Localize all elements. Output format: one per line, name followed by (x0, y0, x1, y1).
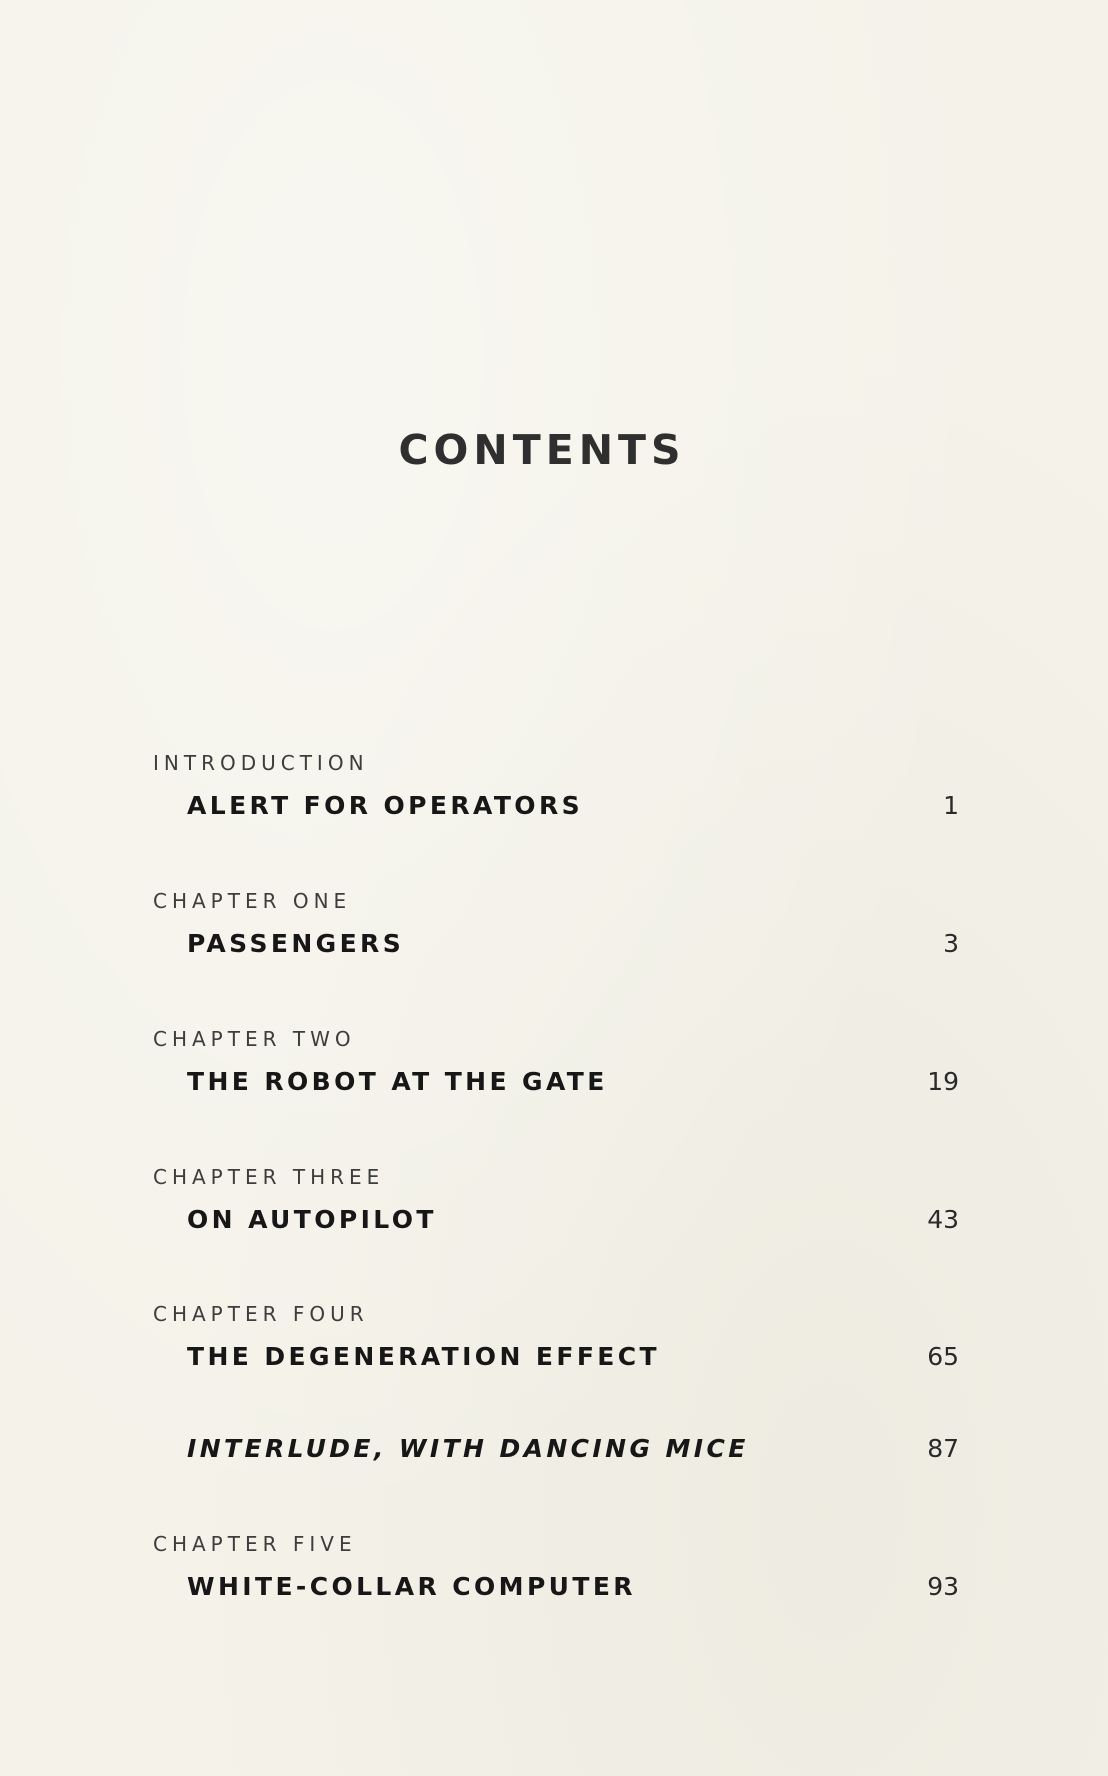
toc-entry-interlude (0, 1394, 1108, 1474)
entry-label: CHAPTER ONE (153, 889, 352, 913)
entry-page-number: 65 (927, 1342, 959, 1371)
entry-page-number: 43 (927, 1205, 959, 1234)
entry-heading: PASSENGERS (187, 929, 405, 958)
toc-entry-chapter-four (0, 1302, 1108, 1382)
entry-page-number: 1 (943, 791, 959, 820)
entry-page-number: 19 (927, 1067, 959, 1096)
entry-heading: ON AUTOPILOT (187, 1205, 437, 1234)
entry-heading: THE ROBOT AT THE GATE (187, 1067, 608, 1096)
entry-label: CHAPTER THREE (153, 1165, 385, 1189)
entry-label: CHAPTER TWO (153, 1027, 356, 1051)
entry-label: CHAPTER FOUR (153, 1302, 369, 1326)
entry-page-number: 93 (927, 1572, 959, 1601)
toc-entry-chapter-five (0, 1532, 1108, 1612)
entry-heading: WHITE-COLLAR COMPUTER (187, 1572, 636, 1601)
entry-heading: THE DEGENERATION EFFECT (187, 1342, 660, 1371)
entry-page-number: 87 (927, 1434, 959, 1463)
entry-label: CHAPTER FIVE (153, 1532, 357, 1556)
toc-entry-chapter-three (0, 1165, 1108, 1245)
entry-page-number: 3 (943, 929, 959, 958)
page-title: CONTENTS (398, 426, 686, 474)
entry-heading: ALERT FOR OPERATORS (187, 791, 583, 820)
toc-entry-chapter-one (0, 889, 1108, 969)
entry-heading: INTERLUDE, WITH DANCING MICE (187, 1434, 749, 1463)
toc-entry-introduction (0, 751, 1108, 831)
entry-label: INTRODUCTION (153, 751, 369, 775)
toc-entry-chapter-two (0, 1027, 1108, 1107)
